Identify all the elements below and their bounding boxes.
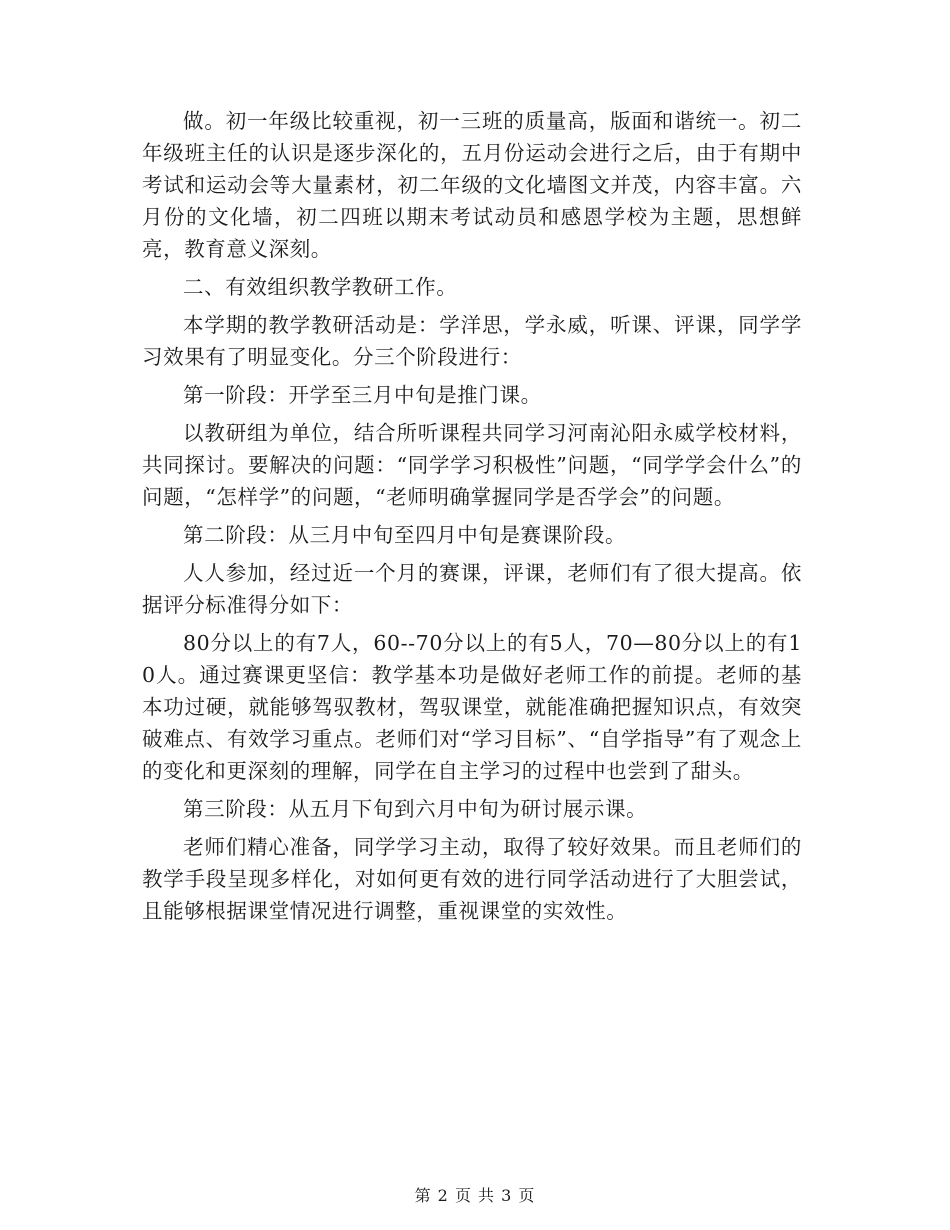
paragraph-stage-two-detail: 人人参加，经过近一个月的赛课，评课，老师们有了很大提高。依据评分标准得分如下：	[142, 561, 802, 617]
paragraph-stage-three: 第三阶段：从五月下旬到六月中旬为研讨展示课。	[183, 797, 648, 821]
paragraph-stage-one: 第一阶段：开学至三月中旬是推门课。	[183, 383, 542, 407]
page-number-footer: 第 2 页 共 3 页	[414, 1186, 536, 1205]
paragraph-scores: 80分以上的有7人，60--70分以上的有5人，70—80分以上的有10人。通过赛课更坚信：教学基本功是做好老师工作的前提。老师的基本功过硬，就能够驾驭教材，驾驭课堂，就能准确把握知识点，有效突破难点、有效学习重点。老师们对“学习目标”、“自学指导”有了观念上的变化和更深刻的理解，同学在自主学习的过程中也尝到了甜头。	[142, 631, 802, 783]
paragraph-stage-two: 第二阶段：从三月中旬至四月中旬是赛课阶段。	[183, 523, 627, 547]
section-heading-teaching-research: 二、有效组织教学教研工作。	[183, 275, 458, 299]
paragraph-stage-three-detail: 老师们精心准备，同学学习主动，取得了较好效果。而且老师们的教学手段呈现多样化，对如何更有效的进行同学活动进行了大胆尝试，且能够根据课堂情况进行调整，重视课堂的实效性。	[142, 835, 802, 923]
document-body	[142, 105, 802, 933]
paragraph-culture-wall: 做。初一年级比较重视，初一三班的质量高，版面和谐统一。初二年级班主任的认识是逐步深化的，五月份运动会进行之后，由于有期中考试和运动会等大量素材，初二年级的文化墙图文并茂，内容丰富。六月份的文化墙，初二四班以期末考试动员和感恩学校为主题，思想鲜亮，教育意义深刻。	[142, 109, 802, 261]
paragraph-stage-one-detail: 以教研组为单位，结合所听课程共同学习河南沁阳永威学校材料，共同探讨。要解决的问题：“同学学习积极性”问题，“同学学会什么”的问题，“怎样学”的问题，“老师明确掌握同学是否学会”的问题。	[142, 421, 802, 509]
paragraph-teaching-activities: 本学期的教学教研活动是：学洋思，学永威，听课、评课，同学学习效果有了明显变化。分三个阶段进行：	[142, 313, 802, 369]
